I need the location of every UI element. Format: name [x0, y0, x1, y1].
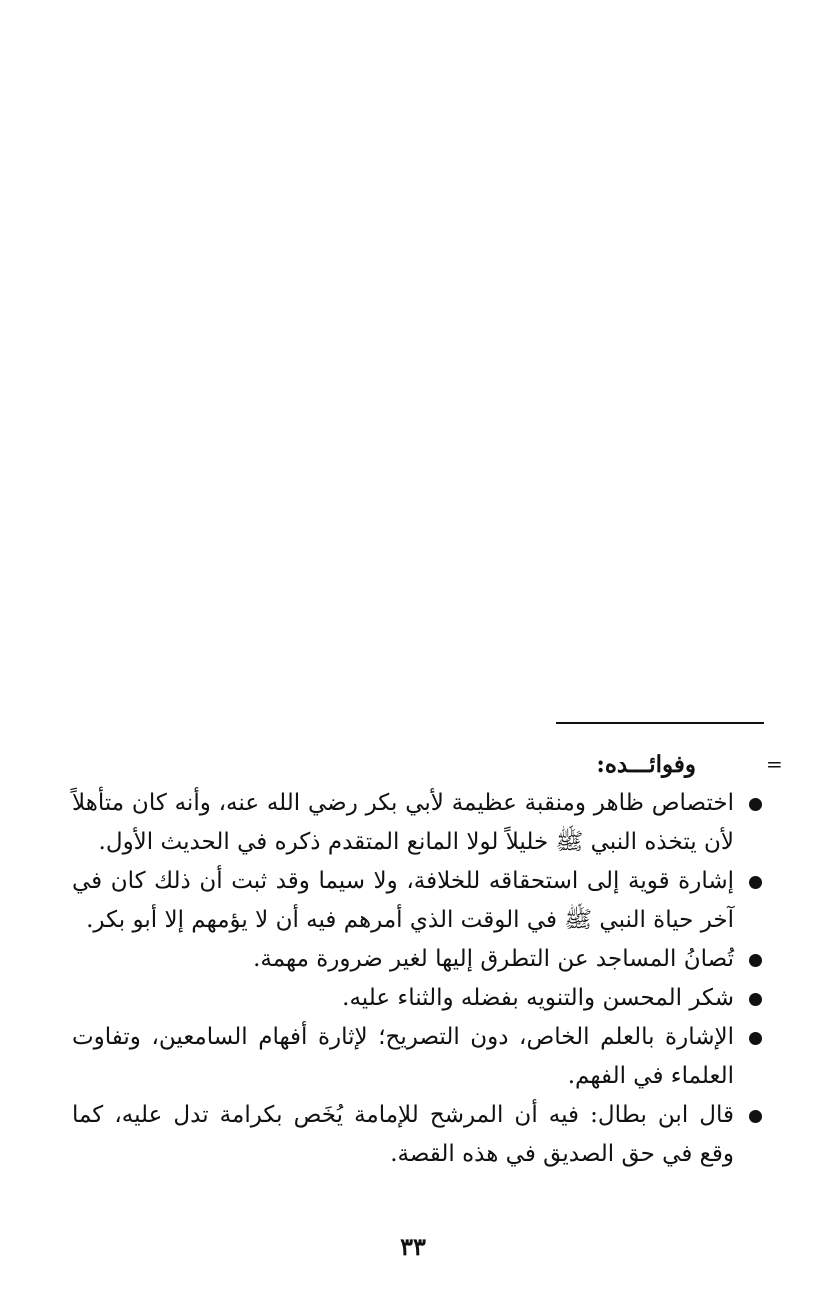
footnote-heading: وفوائـــده: [596, 751, 696, 778]
list-item-text: إشارة قوية إلى استحقاقه للخلافة، ولا سيما وقد ثبت أن ذلك كان في آخر حياة النبي ﷺ في الوقت الذي أمرهم فيه أن لا يؤمهم إلا أبو بكر. [72, 868, 734, 933]
list-item [72, 862, 766, 940]
footnote-section [72, 746, 766, 1174]
list-item-text: تُصانُ المساجد عن التطرق إليها لغير ضرورة مهمة. [253, 946, 734, 972]
page-number: ٣٣ [400, 1232, 426, 1261]
list-item [72, 979, 766, 1018]
bullet-icon [749, 993, 762, 1006]
list-item-text: الإشارة بالعلم الخاص، دون التصريح؛ لإثارة أفهام السامعين، وتفاوت العلماء في الفهم. [72, 1024, 734, 1089]
bullet-icon [749, 954, 762, 967]
benefits-list [72, 784, 766, 1174]
bullet-icon [749, 798, 762, 811]
continuation-mark: = [766, 752, 783, 776]
list-item-text: شكر المحسن والتنويه بفضله والثناء عليه. [342, 985, 734, 1011]
list-item [72, 1096, 766, 1174]
bullet-icon [749, 1110, 762, 1123]
list-item [72, 784, 766, 862]
list-item-text: اختصاص ظاهر ومنقبة عظيمة لأبي بكر رضي الله عنه، وأنه كان متأهلاً لأن يتخذه النبي ﷺ خليلاً لولا المانع المتقدم ذكره في الحديث الأول. [72, 790, 734, 855]
list-item-text: قال ابن بطال: فيه أن المرشح للإمامة يُخَص بكرامة تدل عليه، كما وقع في حق الصديق في هذه القصة. [72, 1102, 734, 1167]
bullet-icon [749, 1032, 762, 1045]
bullet-icon [749, 876, 762, 889]
list-item [72, 1018, 766, 1096]
footnote-separator [556, 722, 764, 724]
list-item [72, 940, 766, 979]
